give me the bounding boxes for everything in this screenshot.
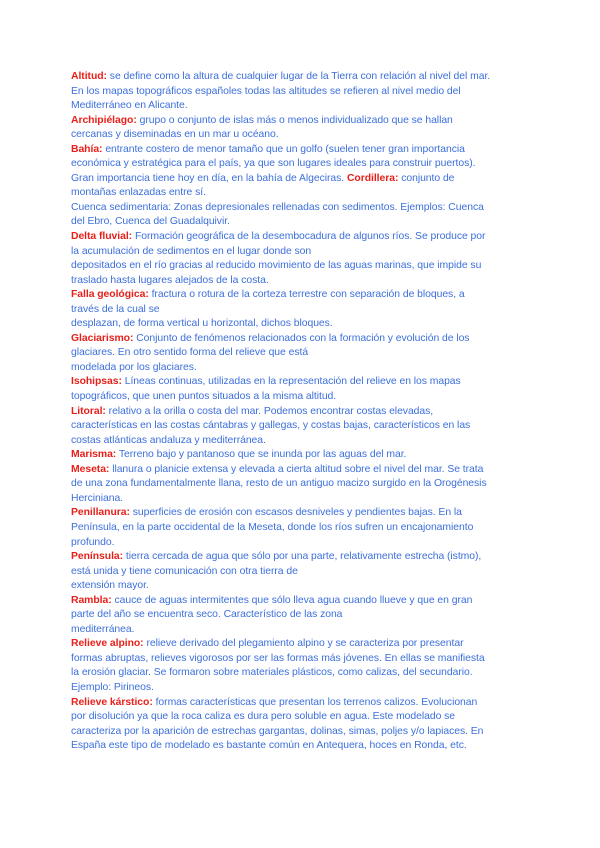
term-label-cordillera: Cordillera: [346,172,399,184]
entry-relieve-karstico: Relieve kárstico: formas características que presentan los terrenos calizos. Evolucionan por disolución ya que la roca caliza es dura pero soluble en agua. Este modelado se caracteriza por la aparición de estrechas gargantas, dolinas, simas, poljes y/o lapiaces. En España este tipo de modelado es bastante común en Antequera, hoces en Ronda, etc. [71,696,484,752]
entry-cuenca-sedimentaria: Cuenca sedimentaria: Zonas depresionales rellenadas con sedimentos. Ejemplos: Cuenca del Ebro, Cuenca del Guadalquivir. [71,201,484,228]
term-label: Meseta: [71,463,110,475]
entry-glaciarismo: Glaciarismo: Conjunto de fenómenos relacionados con la formación y evolución de los glaciares. En otro sentido forma del relieve que está modelada por los glaciares. [71,332,470,373]
entry-isohipsas: Isohipsas: Líneas continuas, utilizadas en la representación del relieve en los mapas topográficos, que unen puntos situados a la misma altitud. [71,376,461,403]
entry-relieve-alpino: Relieve alpino: relieve derivado del plegamiento alpino y se caracteriza por presentar formas abruptas, relieves vigorosos por ser las formas más jóvenes. En ellas se manifiesta la erosión glaciar. Se formaron sobre materiales plásticos, como calizas, del secundario. Ejemplo: Pirineos. [71,638,485,693]
entry-bahia: Bahía: entrante costero de menor tamaño que un golfo (suelen tener gran importancia económica y estratégica para el país, ya que son lugares ideales para construir puertos). Gran importancia tiene hoy en día, en la bahía de Algeciras. Cordillera: conjunto de montañas enlazadas entre sí. [71,143,476,199]
term-label: Penillanura: [71,507,130,519]
term-label: Rambla: [71,594,112,606]
entry-penillanura: Penillanura: superficies de erosión con escasos desniveles y pendientes bajas. En la Península, en la parte occidental de la Meseta, donde los ríos sufren un encajonamiento profundo. [71,507,474,548]
term-label: Marisma: [71,449,117,461]
term-label: Relieve alpino: [71,638,144,650]
entry-altitud: Altitud: se define como la altura de cualquier lugar de la Tierra con relación al nivel del mar. En los mapas topográficos españoles todas las altitudes se refieren al nivel medio del Mediterráneo en Alicante. [71,71,491,112]
term-label: Altitud: [71,71,107,82]
term-label: Bahía: [71,143,103,155]
term-label: Glaciarismo: [71,332,134,344]
entry-archipielago: Archipiélago: grupo o conjunto de islas más o menos individualizado que se hallan cercanas y diseminadas en un mar u océano. [71,114,453,141]
term-label: Archipiélago: [71,114,137,126]
entry-meseta: Meseta: llanura o planicie extensa y elevada a cierta altitud sobre el nivel del mar. Se trata de una zona fundamentalmente llana, resto de un antiguo macizo surgido en la Orogénesis Herciniana. [71,463,487,504]
term-label: Falla geológica: [71,289,149,301]
term-label: Isohipsas: [71,376,122,388]
entry-peninsula: Península: tierra cercada de agua que sólo por una parte, relativamente estrecha (istmo), está unida y tiene comunicación con otra tierra de extensión mayor. [71,551,482,592]
entry-marisma: Marisma: Terreno bajo y pantanoso que se inunda por las aguas del mar. [71,449,407,461]
entry-delta-fluvial: Delta fluvial: Formación geográfica de la desembocadura de algunos ríos. Se produce por la acumulación de sedimentos en el lugar donde son depositados en el río gracias al reducido movimiento de las aguas marinas, que impide su traslado hasta lugares alejados de la costa. [71,231,486,286]
term-label: Litoral: [71,405,106,417]
term-label: Relieve kárstico: [71,696,153,708]
entry-litoral: Litoral: relativo a la orilla o costa del mar. Podemos encontrar costas elevadas, características en las costas cántabras y gallegas, y costas bajas, característicos en las costas atlánticas andaluza y mediterránea. [71,405,471,446]
entry-rambla: Rambla: cauce de aguas intermitentes que sólo lleva agua cuando llueve y que en gran parte del año se encuentra seco. Característico de las zona mediterránea. [71,594,473,635]
term-label: Delta fluvial: [71,231,133,243]
term-label: Península: [71,551,124,563]
glossary-document [71,70,531,754]
entry-falla-geologica: Falla geológica: fractura o rotura de la corteza terrestre con separación de bloques, a través de la cual se desplazan, de forma vertical u horizontal, dichos bloques. [71,289,465,330]
